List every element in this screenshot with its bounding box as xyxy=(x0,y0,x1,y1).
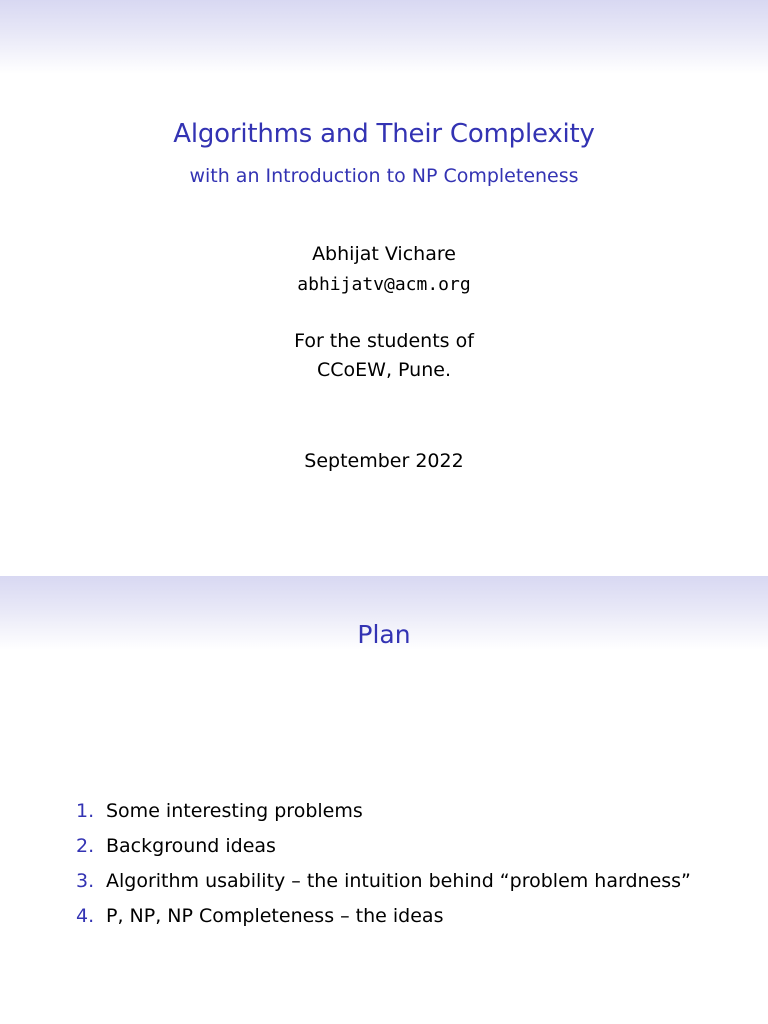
presentation-title: Algorithms and Their Complexity xyxy=(173,119,595,149)
item-text: P, NP, NP Completeness – the ideas xyxy=(106,905,444,927)
item-number: 2. xyxy=(76,835,95,857)
plan-slide xyxy=(0,576,768,1024)
presentation-date: September 2022 xyxy=(304,450,464,472)
plan-item xyxy=(76,835,756,870)
item-text: Algorithm usability – the intuition behind “problem hardness” xyxy=(106,870,691,892)
institute-line-1: For the students of xyxy=(294,330,474,352)
author-email: abhijatv@acm.org xyxy=(297,274,471,295)
presentation-subtitle: with an Introduction to NP Completeness xyxy=(189,165,579,187)
plan-item xyxy=(76,800,756,835)
item-number: 1. xyxy=(76,800,95,822)
frame-title: Plan xyxy=(357,620,411,649)
item-number: 3. xyxy=(76,870,95,892)
plan-list xyxy=(76,800,756,940)
slide-header-band xyxy=(0,0,768,74)
item-text: Background ideas xyxy=(106,835,276,857)
plan-item xyxy=(76,870,756,905)
author-name: Abhijat Vichare xyxy=(312,243,456,265)
item-number: 4. xyxy=(76,905,95,927)
institute-line-2: CCoEW, Pune. xyxy=(317,359,451,381)
plan-item xyxy=(76,905,756,940)
item-text: Some interesting problems xyxy=(106,800,363,822)
